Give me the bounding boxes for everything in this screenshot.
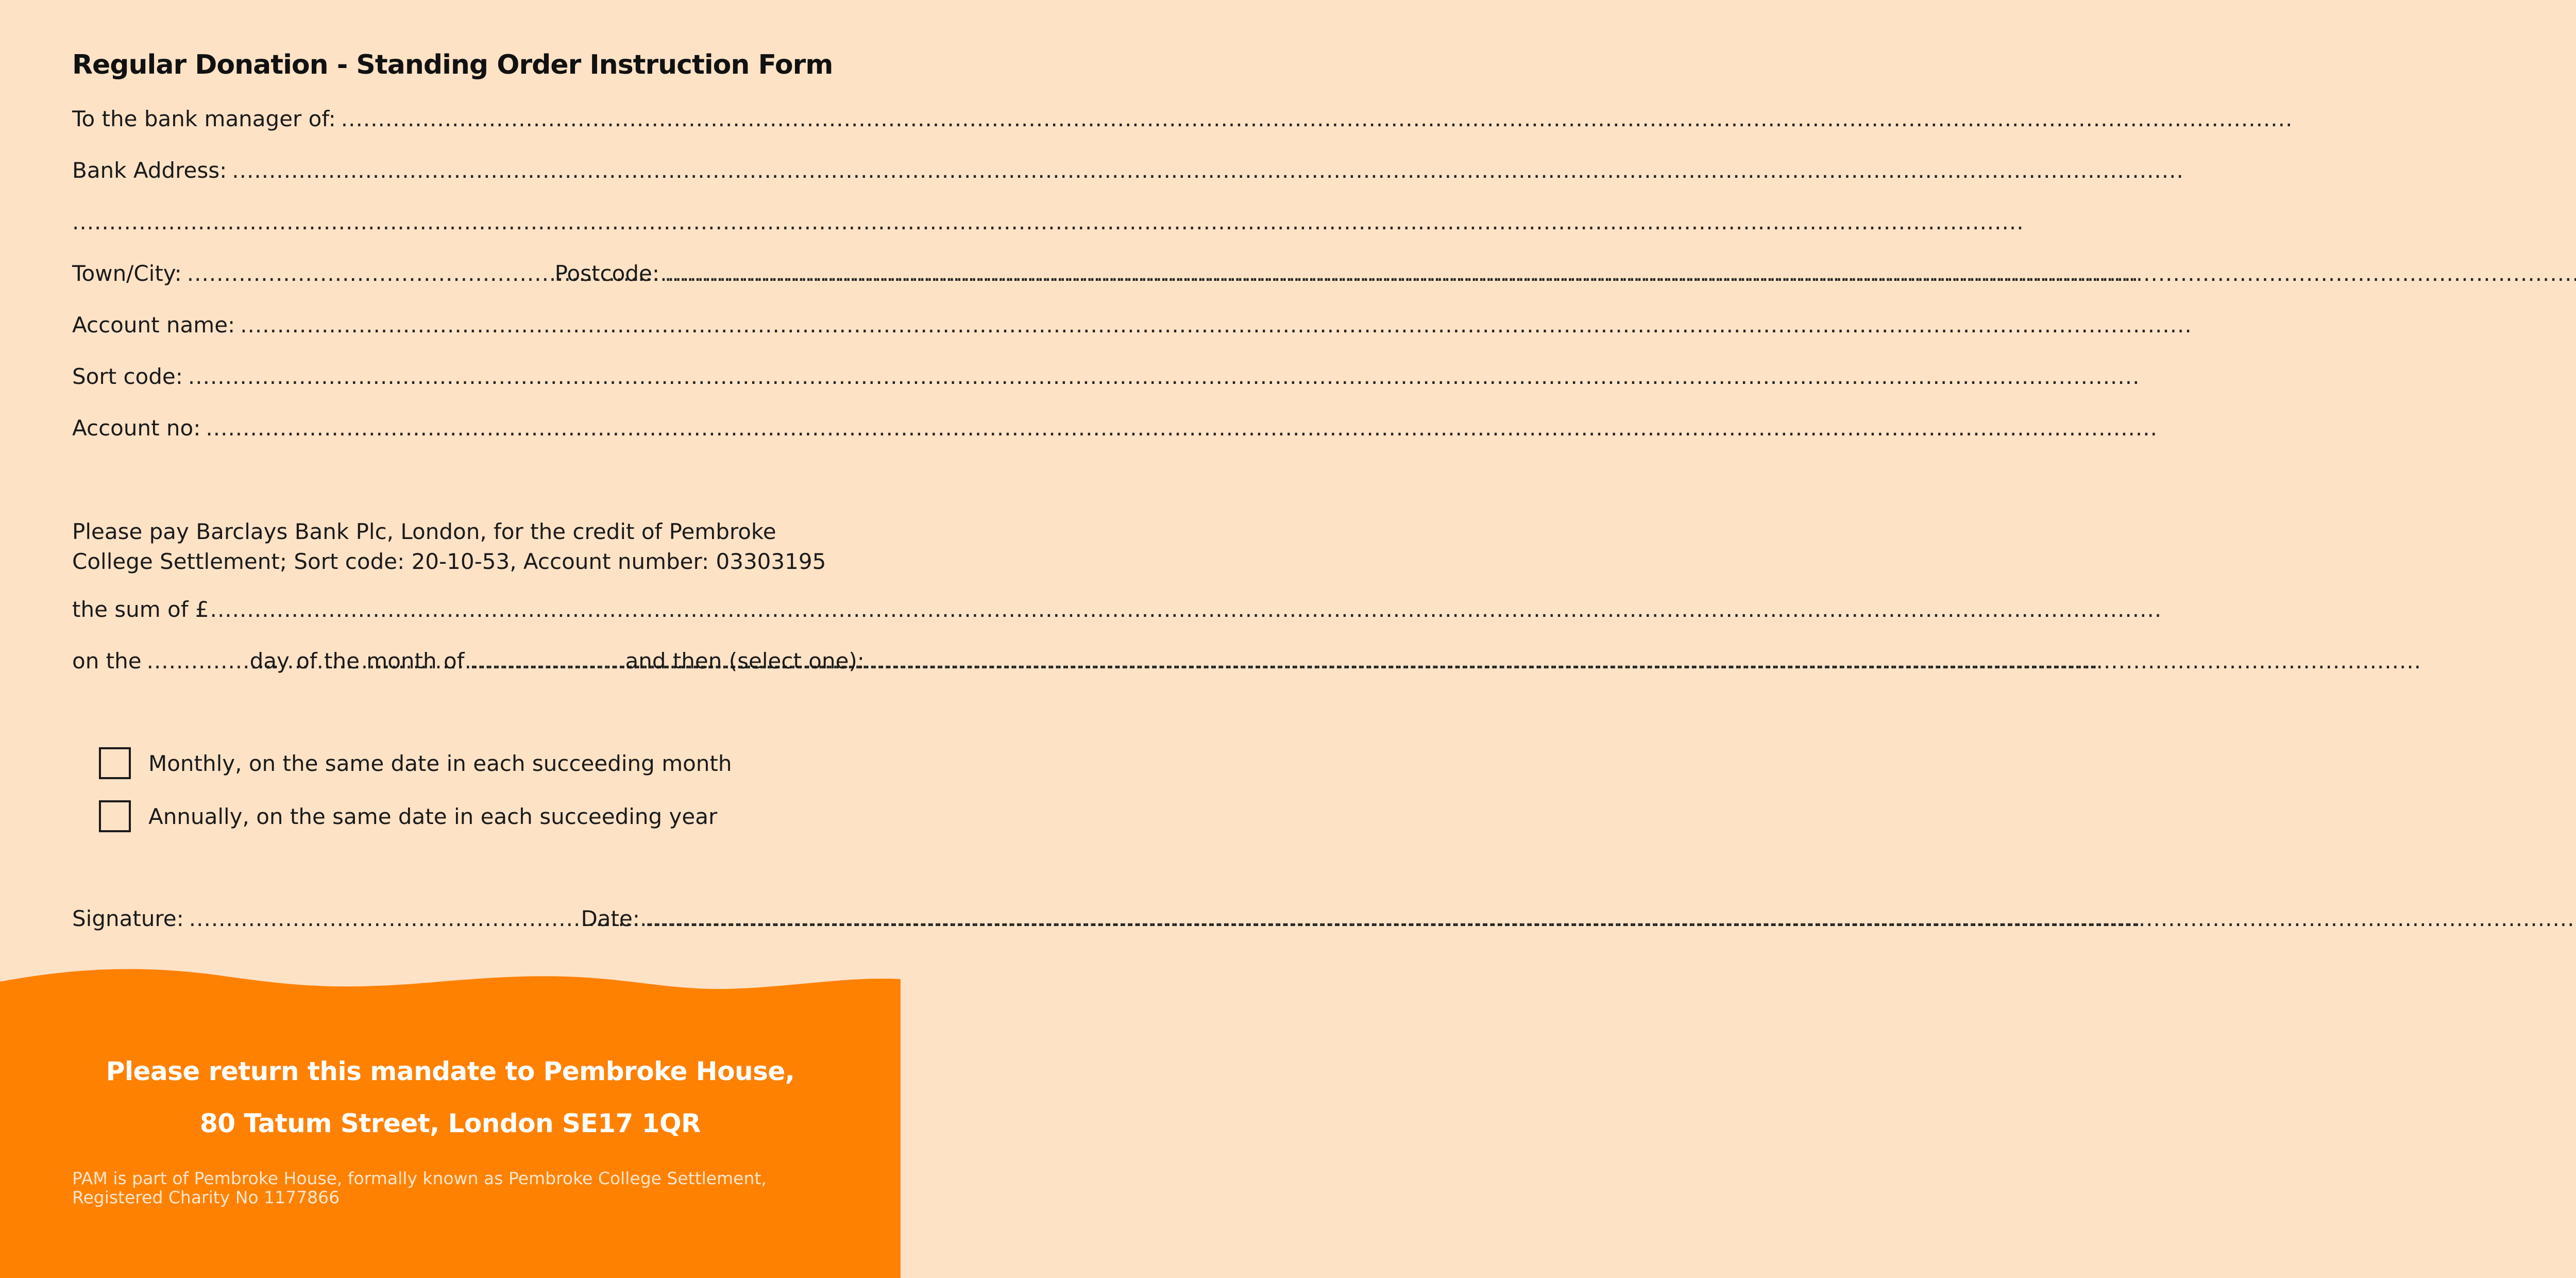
town-city-dotted-line[interactable] xyxy=(187,261,549,286)
bank-manager-label: To the bank manager of: xyxy=(72,106,336,131)
annually-checkbox[interactable] xyxy=(99,800,131,832)
account-no-label: Account no: xyxy=(72,415,201,441)
bank-address-line-2-dotted-line[interactable] xyxy=(72,209,822,234)
signature-date-field[interactable] xyxy=(72,906,825,931)
signature-label: Signature: xyxy=(72,906,184,931)
payment-instruction: Please pay Barclays Bank Plc, London, for the credit of Pembroke College Settlement; Sort code: 20-10-53, Account number: 03303195 xyxy=(72,519,826,574)
return-address-line-1: Please return this mandate to Pembroke House, xyxy=(106,1056,795,1086)
postcode-dotted-line[interactable] xyxy=(665,261,822,286)
sort-code-label: Sort code: xyxy=(72,364,183,389)
account-no-dotted-line[interactable] xyxy=(206,415,822,441)
day-dotted-line[interactable] xyxy=(147,648,244,674)
account-name-dotted-line[interactable] xyxy=(240,312,822,338)
sort-code-field[interactable] xyxy=(72,364,822,389)
monthly-option-label: Monthly, on the same date in each succeeding month xyxy=(148,750,732,776)
month-dotted-line[interactable] xyxy=(469,648,619,674)
town-city-label: Town/City: xyxy=(72,261,182,286)
and-then-label: and then (select one): xyxy=(625,648,865,674)
return-address-line-2: 80 Tatum Street, London SE17 1QR xyxy=(200,1108,701,1138)
date-dotted-line[interactable] xyxy=(645,906,825,931)
charity-note: PAM is part of Pembroke House, formally known as Pembroke College Settlement, Registered Charity No 1177866 xyxy=(72,1168,767,1207)
bank-address-label: Bank Address: xyxy=(72,158,227,183)
day-of-month-label: day of the month of xyxy=(249,648,465,674)
monthly-checkbox[interactable] xyxy=(99,747,131,779)
option-annually[interactable] xyxy=(99,800,717,832)
option-monthly[interactable] xyxy=(99,747,732,779)
account-name-label: Account name: xyxy=(72,312,235,338)
sum-field[interactable] xyxy=(72,597,822,622)
schedule-field[interactable] xyxy=(72,648,865,674)
sort-code-dotted-line[interactable] xyxy=(188,364,822,389)
account-name-field[interactable] xyxy=(72,312,822,338)
sum-label: the sum of £ xyxy=(72,597,209,622)
bank-manager-field[interactable] xyxy=(72,106,822,131)
signature-dotted-line[interactable] xyxy=(189,906,575,931)
bank-manager-dotted-line[interactable] xyxy=(341,106,822,131)
postcode-label: Postcode: xyxy=(554,261,659,286)
account-no-field[interactable] xyxy=(72,415,822,441)
sum-dotted-line[interactable] xyxy=(210,597,822,622)
town-postcode-field[interactable] xyxy=(72,261,822,286)
annually-option-label: Annually, on the same date in each succeeding year xyxy=(148,803,718,829)
page-title: Regular Donation - Standing Order Instruction Form xyxy=(72,49,833,80)
bank-address-dotted-line[interactable] xyxy=(232,158,822,183)
on-the-label: on the xyxy=(72,648,142,674)
bank-address-field[interactable] xyxy=(72,158,822,183)
bank-address-line-2-field[interactable] xyxy=(72,209,822,234)
date-label: Date: xyxy=(581,906,640,931)
